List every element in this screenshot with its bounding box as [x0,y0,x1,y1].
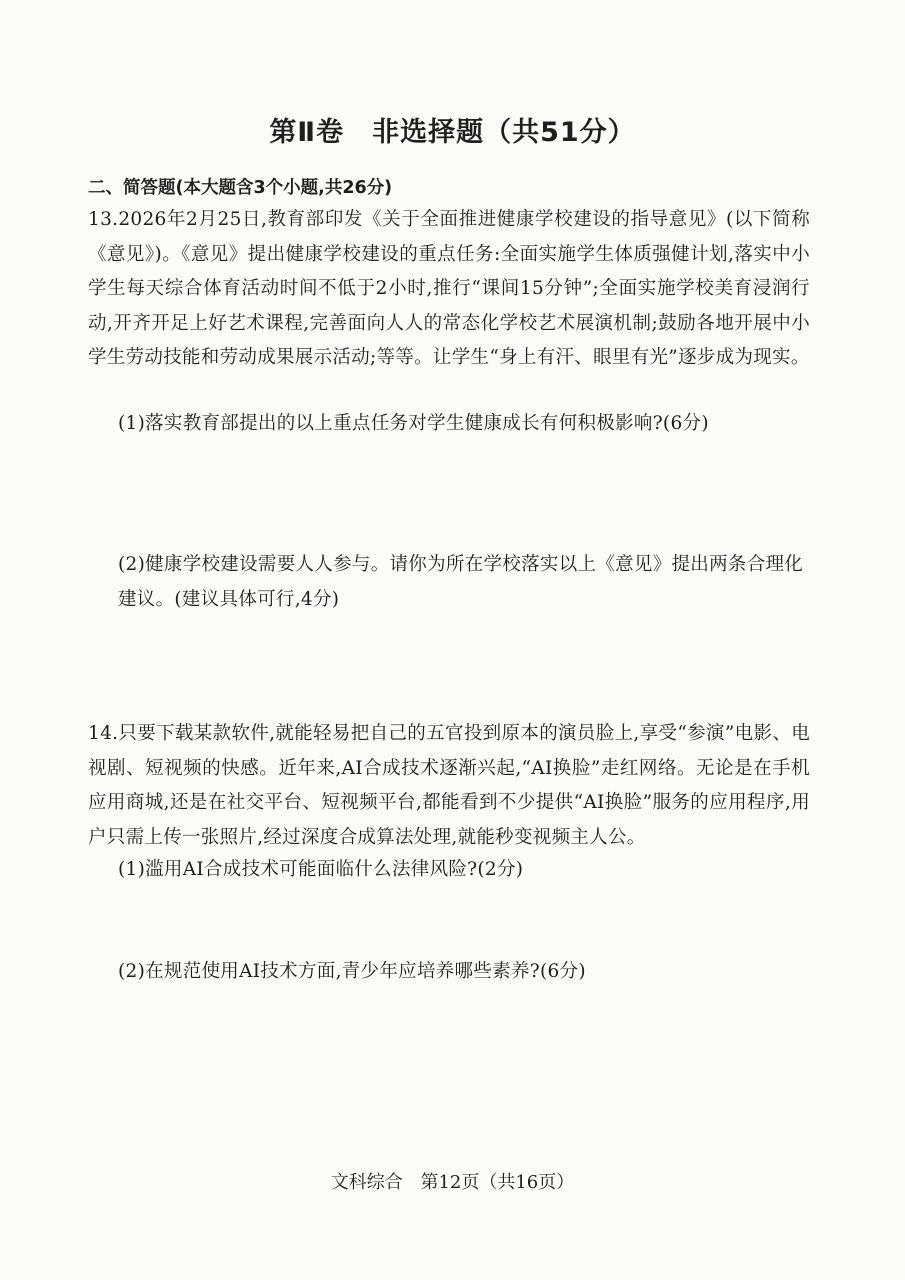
question-13-text: 2026年2月25日,教育部印发《关于全面推进健康学校建设的指导意见》(以下简称《意见》)。《意见》提出健康学校建设的重点任务:全面实施学生体质强健计划,落实中小学生每天综合体育活动时间不低于2小时,推行“课间15分钟”;全面实施学校美育浸润行动,开齐开足上好艺术课程,完善面向人人的常态化学校艺术展演机制;鼓励各地开展中小学生劳动技能和劳动成果展示活动;等等。让学生“身上有汗、眼里有光”逐步成为现实。 [88,209,810,368]
question-13-stem [88,203,810,376]
question-14-stem [88,717,810,855]
question-13-part-2: (2)健康学校建设需要人人参与。请你为所在学校落实以上《意见》提出两条合理化建议。(建议具体可行,4分) [118,554,804,610]
question-14-part-1: (1)滥用AI合成技术可能面临什么法律风险?(2分) [118,859,524,880]
question-14-part-2: (2)在规范使用AI技术方面,青少年应培养哪些素养?(6分) [118,961,586,982]
footer-subject: 文科综合 [330,1172,403,1193]
page-footer [0,1168,905,1194]
page-title: 第Ⅱ卷 非选择题（共51分） [269,117,636,148]
footer-page-number: 第12页（共16页） [420,1172,575,1193]
question-14-number: 14. [88,723,119,744]
question-13-part-1: (1)落实教育部提出的以上重点任务对学生健康成长有何积极影响?(6分) [118,413,709,434]
section-heading: 二、简答题(本大题含3个小题,共26分) [88,178,393,198]
question-13-number: 13. [88,209,119,230]
question-14-text: 只要下载某款软件,就能轻易把自己的五官投到原本的演员脸上,享受“参演”电影、电视剧、短视频的快感。近年来,AI合成技术逐渐兴起,“AI换脸”走红网络。无论是在手机应用商城,还是在社交平台、短视频平台,都能看到不少提供“AI换脸”服务的应用程序,用户只需上传一张照片,经过深度合成算法处理,就能秒变视频主人公。 [88,723,810,848]
